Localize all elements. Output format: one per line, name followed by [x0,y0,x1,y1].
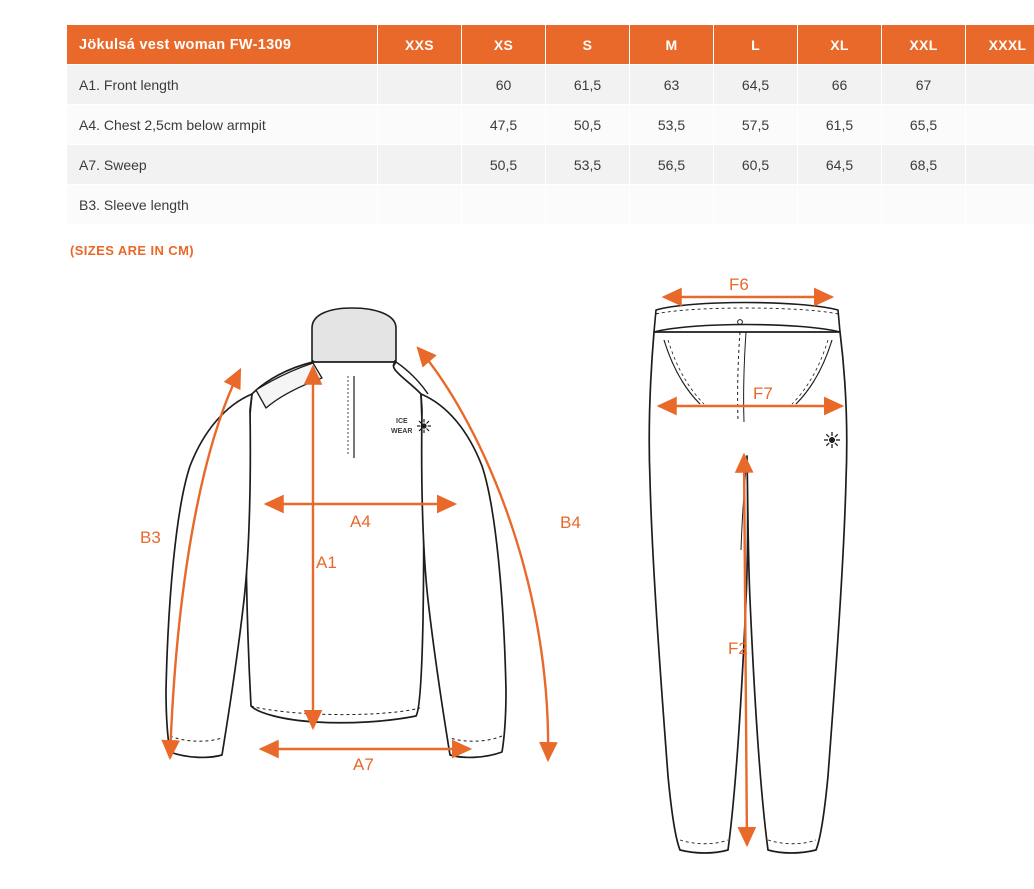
measure-label-f6: F6 [729,275,749,294]
table-row [67,145,1034,185]
table-cell: 64,5 [714,65,798,105]
units-note: (SIZES ARE IN CM) [70,243,195,258]
table-cell [966,65,1034,105]
table-cell: 68,5 [882,145,966,185]
table-cell [714,185,798,225]
table-cell: 53,5 [630,105,714,145]
top-garment-illustration [140,308,581,774]
table-header [67,25,1034,65]
table-cell [798,185,882,225]
row-label: A1. Front length [67,65,378,105]
table-row [67,65,1034,105]
table-cell: 63 [630,65,714,105]
table-cell: 50,5 [462,145,546,185]
column-header-l: L [714,25,798,65]
column-header-xxl: XXL [882,25,966,65]
measure-label-f7: F7 [753,384,773,403]
product-name-header: Jökulsá vest woman FW-1309 [67,25,378,65]
table-cell [882,185,966,225]
table-cell [378,145,462,185]
table-cell: 61,5 [546,65,630,105]
row-label: B3. Sleeve length [67,185,378,225]
table-cell [630,185,714,225]
measure-label-b3: B3 [140,528,161,547]
table-cell: 66 [798,65,882,105]
table-cell [378,185,462,225]
table-cell [546,185,630,225]
measure-label-a1: A1 [316,553,337,572]
table-cell: 47,5 [462,105,546,145]
measure-label-b4: B4 [560,513,581,532]
column-header-m: M [630,25,714,65]
sun-icon-trousers [824,432,840,448]
table-cell [378,65,462,105]
table-cell [378,105,462,145]
table-row [67,105,1034,145]
table-cell: 56,5 [630,145,714,185]
measure-label-f2: F2 [728,639,748,658]
table-cell [966,145,1034,185]
table-cell: 53,5 [546,145,630,185]
table-cell: 61,5 [798,105,882,145]
brand-line-1: ICE [396,418,408,425]
table-header-row [67,25,1034,65]
sun-icon [417,419,431,433]
table-cell [966,105,1034,145]
table-cell: 60,5 [714,145,798,185]
table-cell: 64,5 [798,145,882,185]
table-cell: 65,5 [882,105,966,145]
table-cell: 67 [882,65,966,105]
table-body [67,65,1034,225]
column-header-xxxl: XXXL [966,25,1034,65]
column-header-s: S [546,25,630,65]
column-header-xxs: XXS [378,25,462,65]
illustrations-area [0,270,1034,885]
size-chart-table [66,24,1034,225]
table-row [67,185,1034,225]
column-header-xl: XL [798,25,882,65]
brand-line-2: WEAR [391,428,413,435]
table-cell: 57,5 [714,105,798,145]
trousers-illustration [649,275,847,853]
table-cell: 60 [462,65,546,105]
table-cell [966,185,1034,225]
row-label: A7. Sweep [67,145,378,185]
table-cell [462,185,546,225]
column-header-xs: XS [462,25,546,65]
measure-label-a7: A7 [353,755,374,774]
size-chart-table-wrapper [66,24,1027,225]
table-cell: 50,5 [546,105,630,145]
row-label: A4. Chest 2,5cm below armpit [67,105,378,145]
measure-label-a4: A4 [350,512,371,531]
